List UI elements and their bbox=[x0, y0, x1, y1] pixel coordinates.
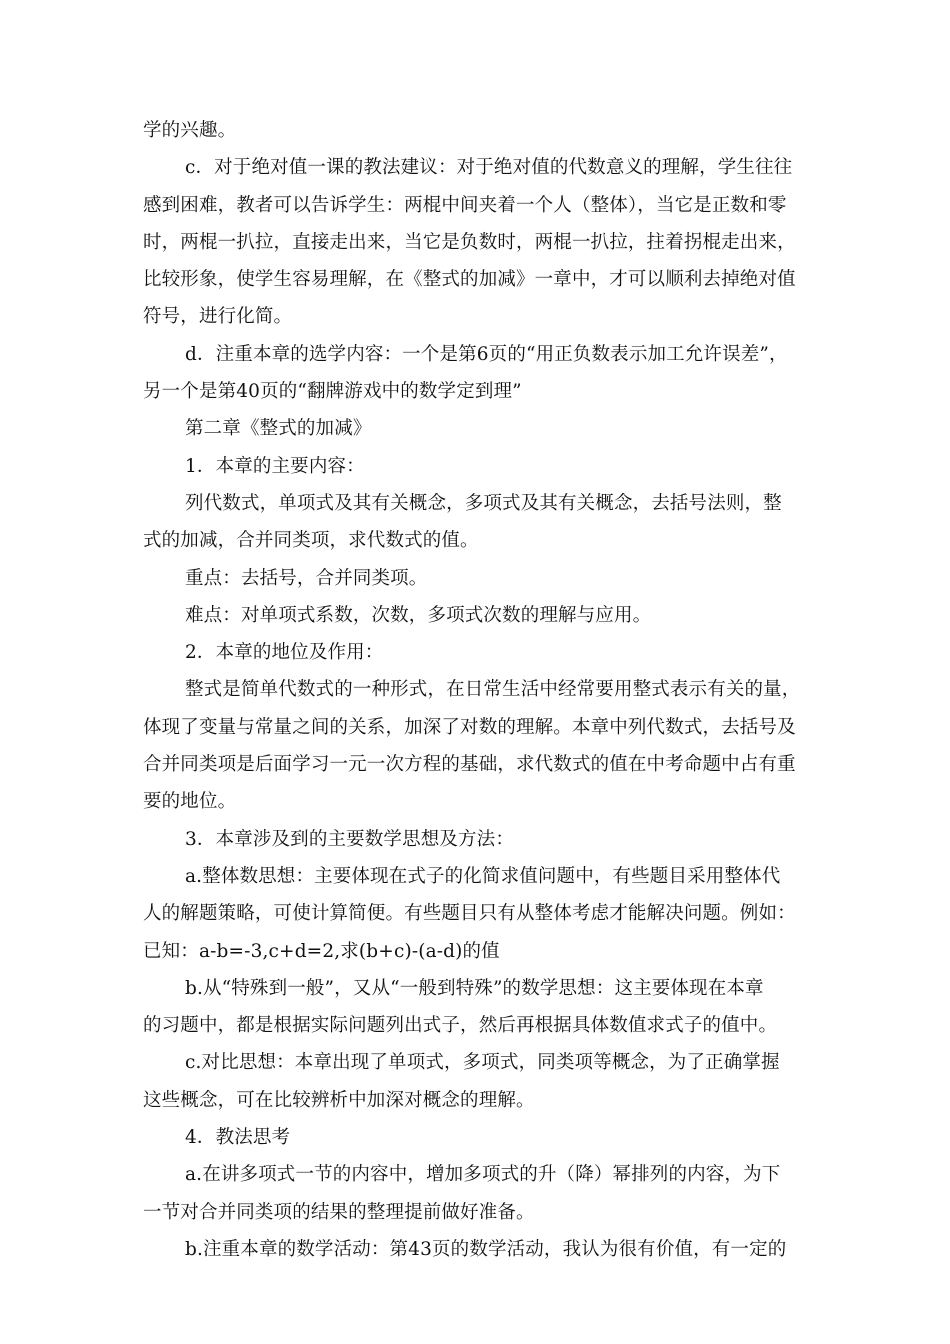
section-heading: 3．本章涉及到的主要数学思想及方法： bbox=[185, 828, 514, 850]
text-line: 整式是简单代数式的一种形式，在日常生活中经常要用整式表示有关的量， bbox=[185, 679, 801, 701]
text-line: b.从“特殊到一般”，又从“一般到特殊”的数学思想：这主要体现在本章 bbox=[185, 977, 764, 999]
text-line: 已知：a-b=-3,c+d=2,求(b+c)-(a-d)的值 bbox=[143, 940, 500, 962]
text-line: 比较形象，使学生容易理解，在《整式的加减》一章中，才可以顺利去掉绝对值 bbox=[143, 269, 796, 291]
text-line: b.注重本章的数学活动：第43页的数学活动，我认为很有价值，有一定的 bbox=[185, 1238, 787, 1260]
text-line: 人的解题策略，可使计算简便。有些题目只有从整体考虑才能解决问题。例如： bbox=[143, 903, 796, 925]
text-line: 合并同类项是后面学习一元一次方程的基础，求代数式的值在中考命题中占有重 bbox=[143, 754, 796, 776]
text-line: 这些概念，可在比较辨析中加深对概念的理解。 bbox=[143, 1089, 535, 1111]
chapter-heading: 第二章《整式的加减》 bbox=[185, 418, 372, 440]
text-line: 式的加减，合并同类项，求代数式的值。 bbox=[143, 530, 479, 552]
text-line: 另一个是第40页的“翻牌游戏中的数学定到理” bbox=[143, 381, 522, 403]
text-line: a.整体数思想：主要体现在式子的化简求值问题中，有些题目采用整体代 bbox=[185, 865, 781, 887]
text-line: 要的地位。 bbox=[143, 791, 237, 813]
text-line: d．注重本章的选学内容：一个是第6页的“用正负数表示加工允许误差”， bbox=[185, 343, 788, 365]
text-line: 符号，进行化简。 bbox=[143, 306, 293, 328]
section-heading: 1．本章的主要内容： bbox=[185, 455, 365, 477]
text-line: c．对于绝对值一课的教法建议：对于绝对值的代数意义的理解，学生往往 bbox=[185, 157, 793, 179]
text-line: c.对比思想：本章出现了单项式，多项式，同类项等概念，为了正确掌握 bbox=[185, 1052, 780, 1074]
text-line: 的习题中，都是根据实际问题列出式子，然后再根据具体数值求式子的值中。 bbox=[143, 1015, 778, 1037]
text-line: 学的兴趣。 bbox=[143, 120, 237, 141]
section-heading: 2．本章的地位及作用： bbox=[185, 642, 384, 664]
text-line: 体现了变量与常量之间的关系，加深了对数的理解。本章中列代数式，去括号及 bbox=[143, 716, 796, 738]
text-line: 感到困难，教者可以告诉学生：两棍中间夹着一个人（整体），当它是正数和零 bbox=[143, 194, 787, 216]
text-line: 难点：对单项式系数，次数，多项式次数的理解与应用。 bbox=[185, 604, 652, 626]
section-heading: 4．教法思考 bbox=[185, 1127, 291, 1149]
text-line: 一节对合并同类项的结果的整理提前做好准备。 bbox=[143, 1201, 535, 1223]
text-line: a.在讲多项式一节的内容中，增加多项式的升（降）幂排列的内容，为下 bbox=[185, 1164, 781, 1186]
document-body bbox=[143, 112, 813, 1268]
text-line: 时，两棍一扒拉，直接走出来，当它是负数时，两棍一扒拉，拄着拐棍走出来， bbox=[143, 231, 796, 253]
text-line: 列代数式，单项式及其有关概念，多项式及其有关概念，去括号法则，整 bbox=[185, 492, 782, 514]
text-line: 重点：去括号，合并同类项。 bbox=[185, 567, 428, 589]
